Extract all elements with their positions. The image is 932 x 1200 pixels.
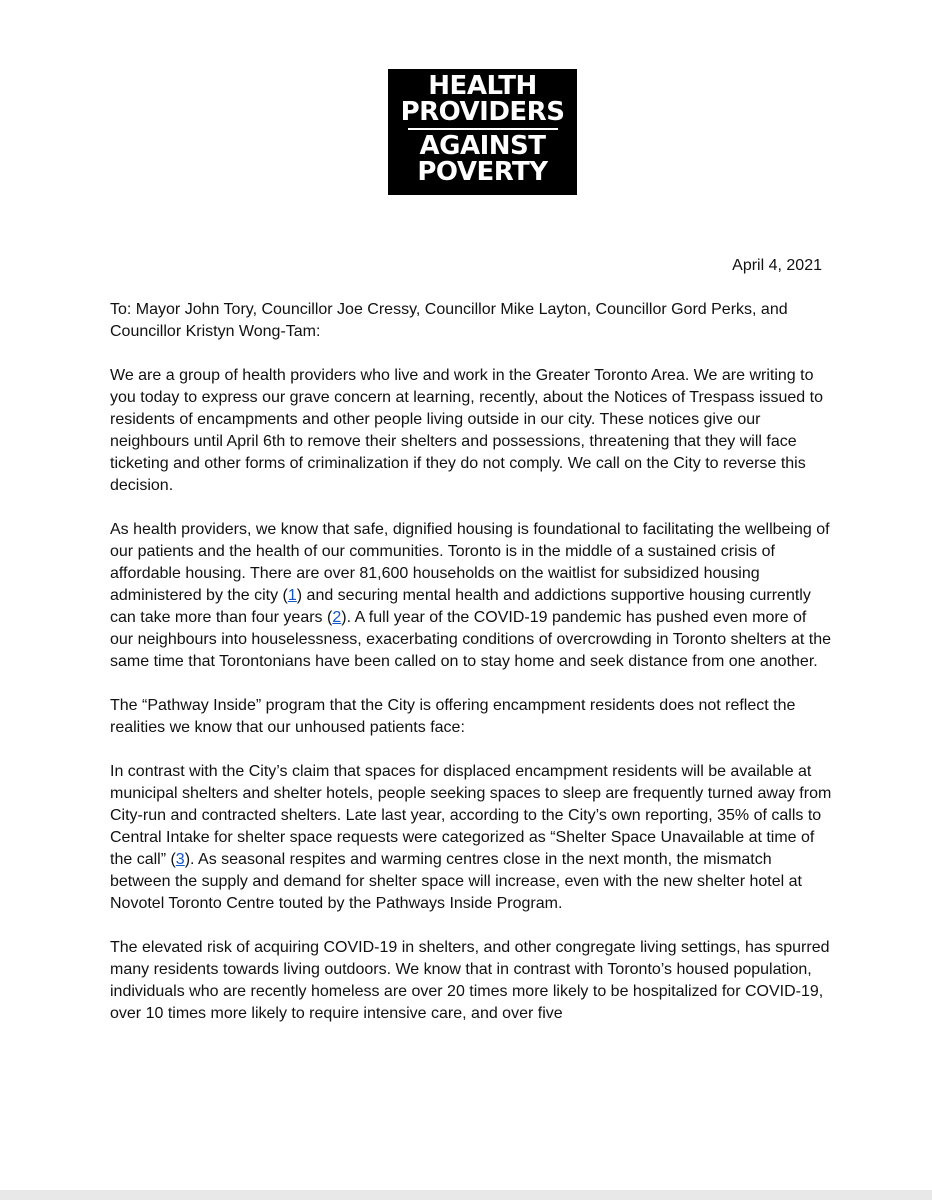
paragraph-intro: We are a group of health providers who live and work in the Greater Toronto Area. We are writing to you today to express our grave concern at learning, recently, about the Notices of Trespass issued to residents of encampments and other people living outside in our city. These notices give our neighbours until April 6th to remove their shelters and possessions, threatening that they will face ticketing and other forms of criminalization if they do not comply. We call on the City to reverse this decision.	[110, 367, 823, 494]
paragraph-text: In contrast with the City’s claim that spaces for displaced encampment residents will be available at municipal shelters and shelter hotels, people seeking spaces to sleep are frequently turned away from City-run and contracted shelters. Late last year, according to the City’s own reporting, 35% of calls to Central Intake for shelter space requests were categorized as “Shelter Space Unavailable at time of the call” (	[110, 763, 832, 868]
paragraph-text: ) and securing mental health and addictions supportive housing currently can take more than four years (	[110, 587, 811, 626]
paragraph-text: ). A full year of the COVID-19 pandemic has pushed even more of our neighbours into houselessness, exacerbating conditions of overcrowding in Toronto shelters at the same time that Torontonians have been called on to stay home and seek distance from one another.	[110, 609, 832, 670]
paragraph-covid-risk: The elevated risk of acquiring COVID-19 in shelters, and other congregate living settings, has spurred many residents towards living outdoors. We know that in contrast with Toronto’s housed population, individuals who are recently homeless are over 20 times more likely to be hospitalized for COVID-19, over 10 times more likely to require intensive care, and over five	[110, 939, 830, 1022]
paragraph-shelter-capacity	[110, 761, 832, 915]
paragraph-text: ). As seasonal respites and warming centres close in the next month, the mismatch between the supply and demand for shelter space will increase, even with the new shelter hotel at Novotel Toronto Centre touted by the Pathways Inside Program.	[110, 851, 802, 912]
reference-link-2[interactable]: 2	[332, 609, 342, 626]
paragraph-text: As health providers, we know that safe, dignified housing is foundational to facilitating the wellbeing of our patients and the health of our communities. Toronto is in the middle of a sustained crisis of affordable housing. There are over 81,600 households on the waitlist for subsidized housing administered by the city (	[110, 521, 830, 604]
letter-date: April 4, 2021	[732, 257, 822, 274]
logo-divider	[408, 128, 558, 130]
logo-line-poverty: POVERTY	[417, 156, 548, 187]
recipients-line: To: Mayor John Tory, Councillor Joe Cressy, Councillor Mike Layton, Councillor Gord Perks, and Councillor Kristyn Wong-Tam:	[110, 301, 788, 340]
letter-body	[110, 299, 832, 1047]
logo-line-health: HEALTH	[428, 71, 537, 101]
hpap-logo	[388, 69, 577, 195]
reference-link-3[interactable]: 3	[175, 851, 185, 868]
logo-line-against: AGAINST	[419, 130, 546, 161]
logo-line-providers: PROVIDERS	[400, 97, 565, 127]
paragraph-housing-crisis	[110, 519, 832, 673]
reference-link-1[interactable]: 1	[287, 587, 297, 604]
paragraph-pathway-inside: The “Pathway Inside” program that the City is offering encampment residents does not reflect the realities we know that our unhoused patients face:	[110, 697, 796, 736]
